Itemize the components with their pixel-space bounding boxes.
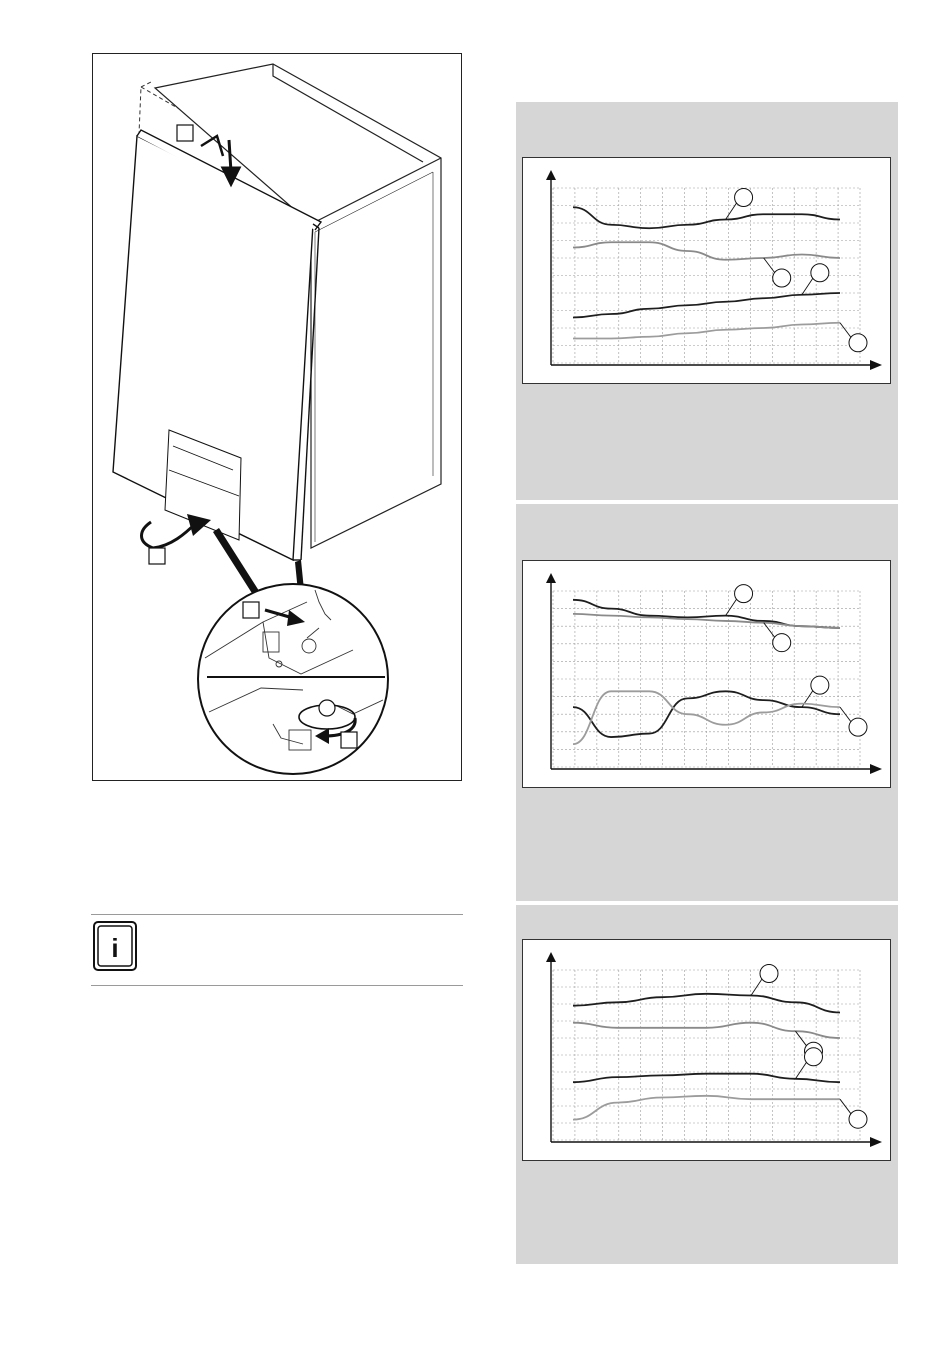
chart-box-2 xyxy=(522,560,891,788)
info-rule-top xyxy=(91,914,463,915)
chart-box-1 xyxy=(522,157,891,384)
step-marker-1 xyxy=(177,125,193,141)
series-callout-leader-4 xyxy=(840,1099,852,1115)
x-axis-arrow-icon xyxy=(870,360,882,370)
series-callout-marker-3 xyxy=(811,264,829,282)
series-callout-leader-4 xyxy=(840,707,852,723)
chart-panel-3 xyxy=(516,905,898,1264)
line-chart-1 xyxy=(523,158,890,383)
series-callout-leader-1 xyxy=(726,598,738,616)
series-callout-marker-3 xyxy=(805,1048,823,1066)
series-callout-marker-4 xyxy=(849,718,867,736)
series-callout-marker-1 xyxy=(735,189,753,207)
series-callout-leader-2 xyxy=(764,623,776,639)
step-marker-2 xyxy=(149,548,165,564)
series-callout-marker-3 xyxy=(811,676,829,694)
series-callout-marker-2 xyxy=(773,634,791,652)
series-callout-leader-1 xyxy=(751,978,763,996)
series-callout-leader-2 xyxy=(796,1031,808,1047)
y-axis-arrow-icon xyxy=(546,170,556,180)
series-callout-marker-1 xyxy=(735,585,753,603)
info-icon-glyph: i xyxy=(111,933,119,963)
y-axis-arrow-icon xyxy=(546,952,556,962)
series-callout-leader-3 xyxy=(802,277,814,295)
series-callout-leader-4 xyxy=(840,323,852,339)
series-callout-marker-4 xyxy=(849,1110,867,1128)
series-callout-marker-2 xyxy=(773,269,791,287)
front-cover-removal-figure xyxy=(92,53,462,781)
series-callout-leader-2 xyxy=(764,258,776,274)
boiler-illustration xyxy=(93,54,461,780)
swing-arrow-icon xyxy=(142,514,212,548)
chart-panel-2 xyxy=(516,504,898,901)
step-marker-4 xyxy=(341,732,357,748)
x-axis-arrow-icon xyxy=(870,764,882,774)
series-callout-marker-4 xyxy=(849,334,867,352)
info-icon xyxy=(93,921,137,971)
series-callout-leader-3 xyxy=(796,1061,808,1079)
chart-box-3 xyxy=(522,939,891,1161)
y-axis-arrow-icon xyxy=(546,573,556,583)
chart-panel-1 xyxy=(516,102,898,500)
series-callout-leader-1 xyxy=(726,202,738,220)
x-axis-arrow-icon xyxy=(870,1137,882,1147)
info-rule-bottom xyxy=(91,985,463,986)
line-chart-2 xyxy=(523,561,890,787)
line-chart-3 xyxy=(523,940,890,1160)
step-marker-3 xyxy=(243,602,259,618)
detail-magnifier xyxy=(198,584,388,774)
series-callout-marker-1 xyxy=(760,965,778,983)
